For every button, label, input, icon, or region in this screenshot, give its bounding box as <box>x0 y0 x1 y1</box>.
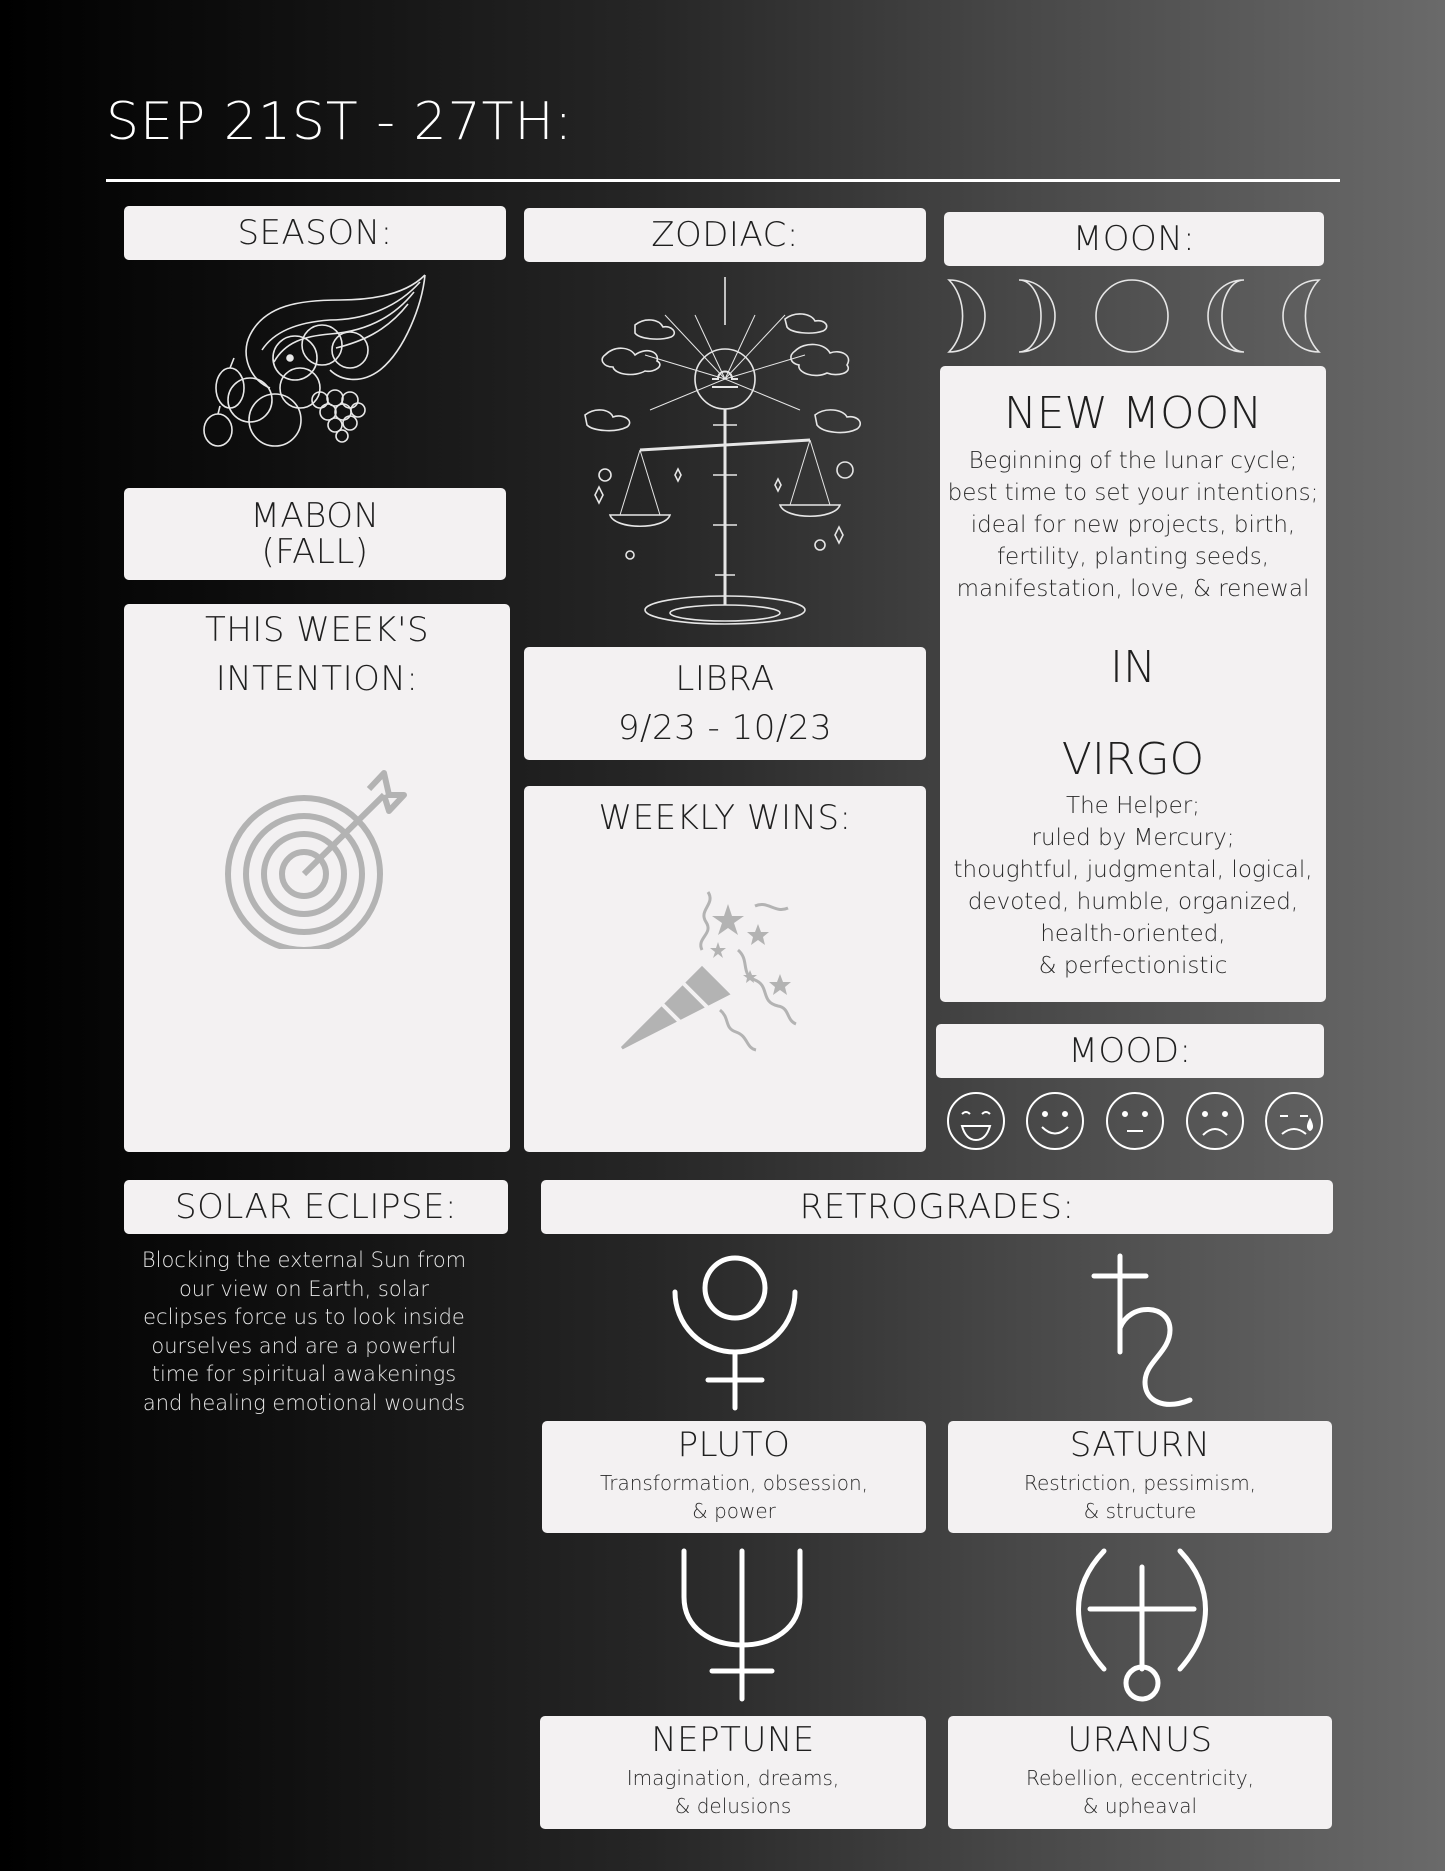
page-title: SEP 21ST - 27TH: <box>106 92 574 152</box>
pluto-card <box>542 1421 926 1533</box>
neptune-name: NEPTUNE <box>651 1720 815 1760</box>
weekly-wins-panel[interactable] <box>524 786 926 1152</box>
pluto-symbol-icon <box>670 1250 800 1412</box>
saturn-name: SATURN <box>1069 1425 1211 1465</box>
laughing-face-icon <box>948 1093 1004 1149</box>
moon-sign-desc-line: & perfectionistic <box>1038 953 1228 979</box>
neutral-face-icon <box>1107 1093 1163 1149</box>
intention-label-line2: INTENTION: <box>215 659 419 699</box>
intention-label-line1: THIS WEEK'S <box>204 610 430 650</box>
saturn-description <box>948 1469 1332 1525</box>
neptune-desc-line: Imagination, dreams, <box>626 1766 840 1790</box>
moon-sign: VIRGO <box>1061 734 1205 785</box>
eclipse-desc-line: Blocking the external Sun from <box>141 1248 467 1272</box>
intention-panel[interactable] <box>124 604 510 1152</box>
moon-connector: IN <box>1110 642 1156 693</box>
crying-face-icon <box>1266 1093 1322 1149</box>
moon-sign-desc-line: The Helper; <box>1066 793 1200 819</box>
moon-phase-description <box>940 445 1326 605</box>
season-label: SEASON: <box>124 206 506 260</box>
cornucopia-illustration <box>190 270 440 470</box>
weekly-wins-label: WEEKLY WINS: <box>598 798 852 838</box>
season-name <box>124 488 506 580</box>
moon-phase-desc-line: ideal for new projects, birth, <box>970 512 1296 538</box>
moon-panel <box>940 366 1326 1002</box>
season-name-line1: MABON <box>250 496 380 536</box>
mood-label: MOOD: <box>936 1024 1324 1078</box>
solar-eclipse-description <box>124 1246 484 1417</box>
neptune-desc-line: & delusions <box>674 1794 792 1818</box>
intention-label <box>124 604 510 704</box>
uranus-symbol-icon <box>1076 1547 1208 1703</box>
saturn-symbol-icon <box>1090 1252 1200 1412</box>
zodiac-label: ZODIAC: <box>524 208 926 262</box>
frowning-face-icon <box>1187 1093 1243 1149</box>
pluto-desc-line: Transformation, obsession, <box>599 1471 869 1495</box>
moon-sign-desc-line: devoted, humble, organized, <box>967 889 1299 915</box>
moon-phase-desc-line: fertility, planting seeds, <box>996 544 1270 570</box>
moon-phase-icon <box>949 280 985 352</box>
pluto-desc-line: & power <box>692 1499 776 1523</box>
neptune-card <box>540 1716 926 1829</box>
mood-faces[interactable] <box>944 1090 1324 1152</box>
eclipse-desc-line: ourselves and are a powerful <box>151 1333 457 1358</box>
moon-phase-name: NEW MOON <box>1003 388 1263 439</box>
saturn-card <box>948 1421 1332 1533</box>
target-icon <box>224 759 414 949</box>
zodiac-sign-name: LIBRA <box>675 658 775 699</box>
moon-sign-description <box>940 790 1326 982</box>
zodiac-sign <box>524 647 926 760</box>
saturn-desc-line: & structure <box>1083 1499 1197 1523</box>
eclipse-desc-line: our view on Earth, solar <box>178 1276 430 1301</box>
moon-phase-desc-line: Beginning of the lunar cycle; <box>968 448 1298 474</box>
eclipse-desc-line: eclipses force us to look inside <box>143 1305 465 1329</box>
neptune-symbol-icon <box>680 1547 804 1703</box>
pluto-name: PLUTO <box>677 1425 791 1465</box>
moon-sign-desc-line: health-oriented, <box>1040 921 1226 947</box>
uranus-name: URANUS <box>1067 1720 1213 1760</box>
moon-phase-desc-line: best time to set your intentions; <box>947 480 1319 506</box>
zodiac-sign-dates: 9/23 - 10/23 <box>617 707 833 748</box>
eclipse-desc-line: and healing emotional wounds <box>142 1390 466 1415</box>
moon-sign-desc-line: thoughtful, judgmental, logical, <box>953 857 1313 883</box>
smiling-face-icon <box>1027 1093 1083 1149</box>
retrogrades-label: RETROGRADES: <box>541 1180 1333 1234</box>
moon-sign-desc-line: ruled by Mercury; <box>1031 825 1235 851</box>
title-divider <box>106 179 1340 182</box>
pluto-description <box>542 1469 926 1525</box>
moon-label: MOON: <box>944 212 1324 266</box>
party-popper-icon <box>620 890 830 1060</box>
moon-phases <box>944 276 1324 356</box>
solar-eclipse-label: SOLAR ECLIPSE: <box>124 1180 508 1234</box>
uranus-desc-line: Rebellion, eccentricity, <box>1025 1766 1255 1790</box>
moon-phase-desc-line: manifestation, love, & renewal <box>956 576 1310 602</box>
neptune-description <box>540 1764 926 1820</box>
libra-scales-illustration <box>575 275 875 635</box>
uranus-card <box>948 1716 1332 1829</box>
season-name-line2: (FALL) <box>261 532 369 572</box>
uranus-desc-line: & upheaval <box>1082 1794 1198 1818</box>
eclipse-desc-line: time for spiritual awakenings <box>151 1362 457 1386</box>
saturn-desc-line: Restriction, pessimism, <box>1023 1471 1257 1495</box>
uranus-description <box>948 1764 1332 1820</box>
